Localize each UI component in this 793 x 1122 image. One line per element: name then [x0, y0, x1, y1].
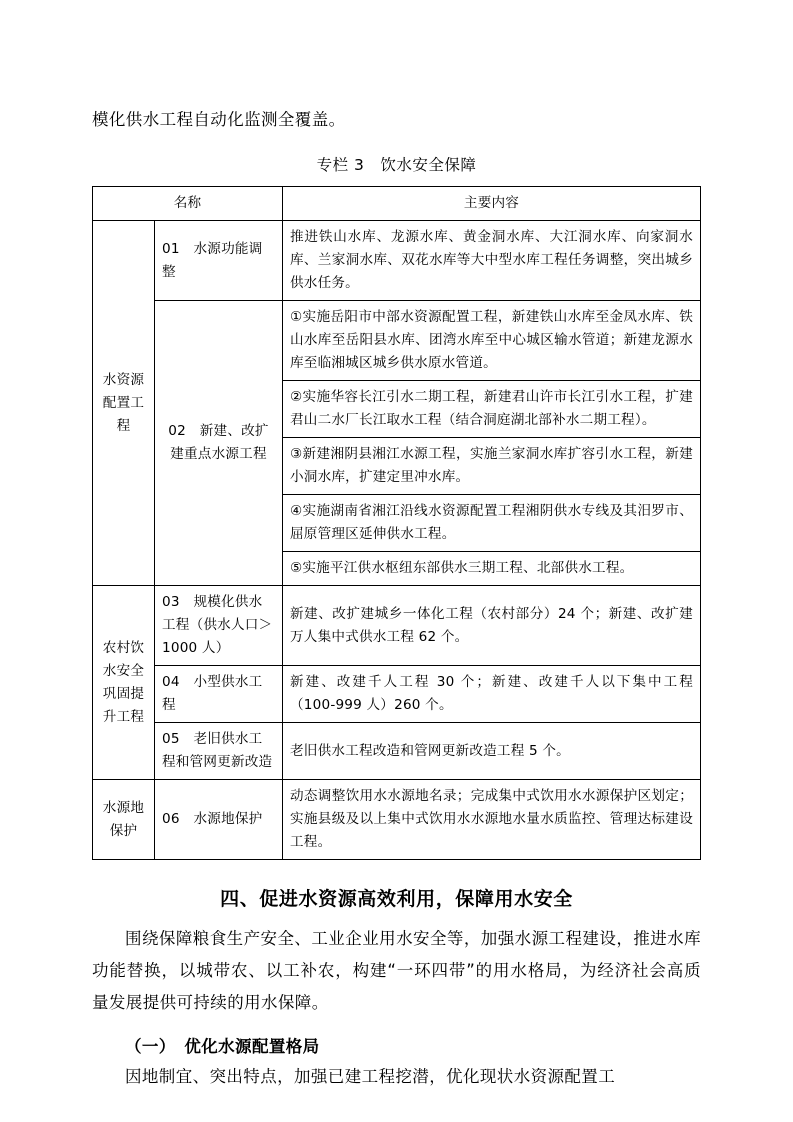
table-row: [93, 586, 701, 666]
section-heading: 四、促进水资源高效利用，保障用水安全: [220, 888, 573, 910]
item-content-1-2-0: 老旧供水工程改造和管网更新改造工程 5 个。: [283, 723, 701, 780]
subsection-paragraph: 因地制宜、突出特点，加强已建工程挖潜，优化现状水资源配置工: [125, 1067, 616, 1086]
item-content-0-1-1: ②实施华容长江引水二期工程，新建君山许市长江引水工程，扩建君山二水厂长江取水工程（结合洞庭湖北部补水二期工程）。: [283, 381, 701, 438]
group-label-2: 水源地保护: [93, 780, 155, 860]
box-title: 专栏 3 饮水安全保障: [316, 156, 477, 174]
group-label-0: 水资源配置工程: [93, 221, 155, 586]
item-content-1-0-0: 新建、改扩建城乡一体化工程（农村部分）24 个；新建、改扩建万人集中式供水工程 62 个。: [283, 586, 701, 666]
table-header-name: 名称: [93, 187, 283, 221]
item-content-2-0-0: 动态调整饮用水水源地名录；完成集中式饮用水水源保护区划定；实施县级及以上集中式饮用水水源地水量水质监控、管理达标建设工程。: [283, 780, 701, 860]
item-label-0-0: 01 水源功能调整: [155, 221, 283, 301]
item-label-1-1: 04 小型供水工程: [155, 666, 283, 723]
item-content-0-1-0: ①实施岳阳市中部水资源配置工程，新建铁山水库至金凤水库、铁山水库至岳阳县水库、团湾水库至中心城区输水管道；新建龙源水库至临湘城区城乡供水原水管道。: [283, 301, 701, 381]
item-content-0-1-2: ③新建湘阴县湘江水源工程，实施兰家洞水库扩容引水工程，新建小洞水库，扩建定里冲水库。: [283, 438, 701, 495]
item-label-1-2: 05 老旧供水工程和管网更新改造: [155, 723, 283, 780]
table-row: [93, 780, 701, 860]
item-content-1-1-0: 新建、改建千人工程 30 个；新建、改建千人以下集中工程（100-999 人）260 个。: [283, 666, 701, 723]
water-safety-table: [92, 186, 701, 860]
subsection-heading: （一） 优化水源配置格局: [125, 1037, 320, 1056]
table-header-row: [93, 187, 701, 221]
table-row: [93, 723, 701, 780]
item-content-0-1-4: ⑤实施平江供水枢纽东部供水三期工程、北部供水工程。: [283, 552, 701, 586]
section-paragraph: 围绕保障粮食生产安全、工业企业用水安全等，加强水源工程建设，推进水库功能替换，以城带农、以工补农，构建“一环四带”的用水格局，为经济社会高质量发展提供可持续的用水保障。: [92, 929, 701, 1012]
table-header-content: 主要内容: [283, 187, 701, 221]
top-paragraph: 模化供水工程自动化监测全覆盖。: [92, 110, 346, 129]
table-row: [93, 221, 701, 301]
item-content-0-1-3: ④实施湖南省湘江沿线水资源配置工程湘阴供水专线及其汨罗市、屈原管理区延伸供水工程。: [283, 495, 701, 552]
group-label-1: 农村饮水安全巩固提升工程: [93, 586, 155, 780]
table-row: [93, 666, 701, 723]
table-row: [93, 301, 701, 381]
item-label-0-1: 02 新建、改扩建重点水源工程: [155, 301, 283, 586]
item-label-2-0: 06 水源地保护: [155, 780, 283, 860]
item-label-1-0: 03 规模化供水工程（供水人口＞1000 人）: [155, 586, 283, 666]
item-content-0-0-0: 推进铁山水库、龙源水库、黄金洞水库、大江洞水库、向家洞水库、兰家洞水库、双花水库等大中型水库工程任务调整，突出城乡供水任务。: [283, 221, 701, 301]
